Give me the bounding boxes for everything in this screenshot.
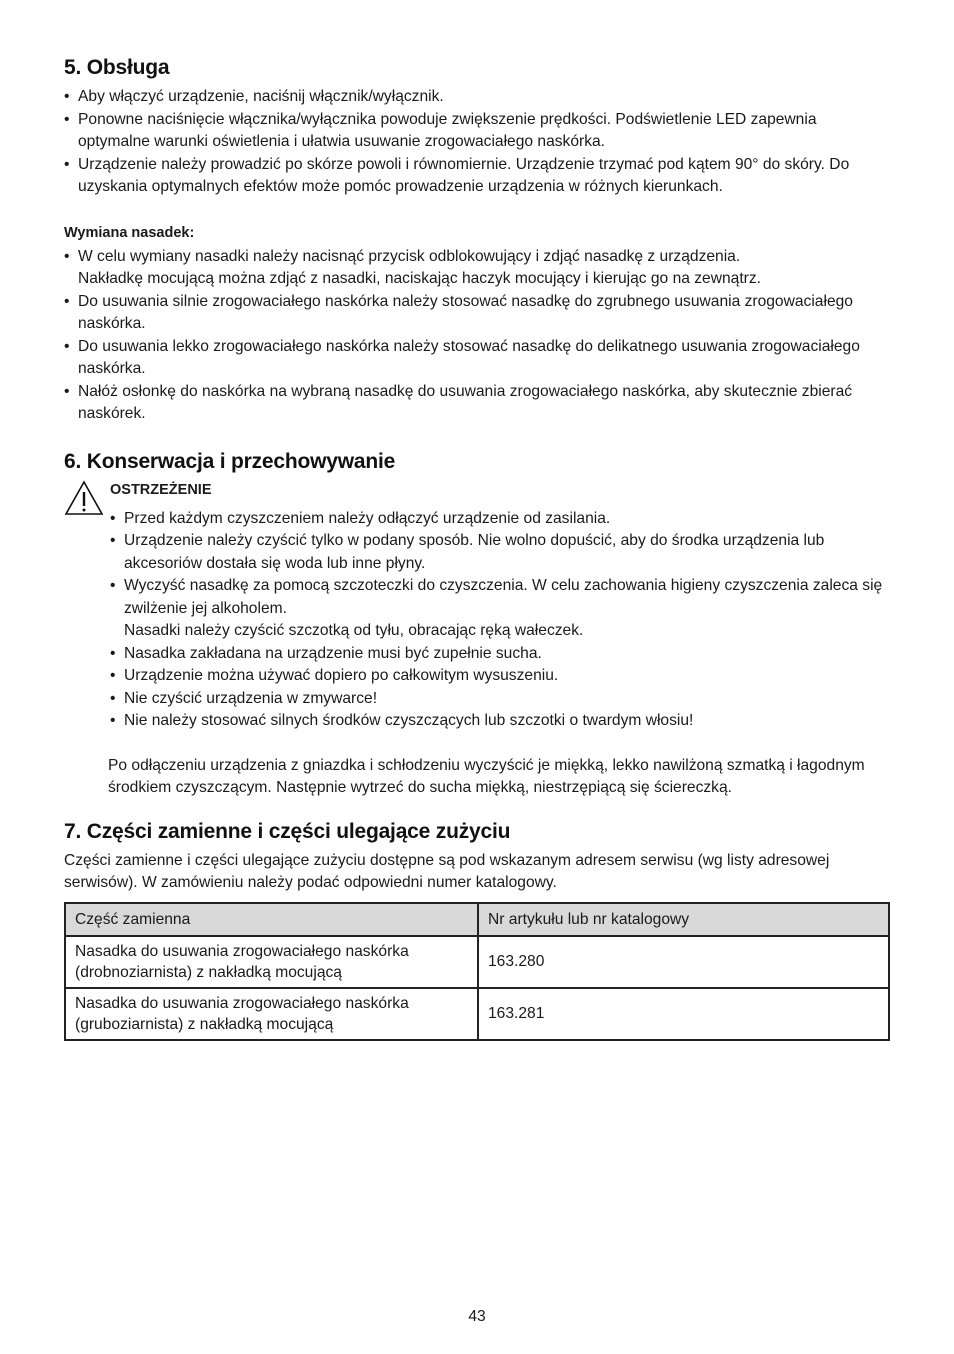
list-item: • Nie należy stosować silnych środków czyszczących lub szczotki o twardym włosiu!	[110, 710, 892, 733]
list-item: • Wyczyść nasadkę za pomocą szczoteczki do czyszczenia. W celu zachowania higieny czyszczenia zaleca się zwilżenie jej alkoholem. Nasadki należy czyścić szczotką od tyłu, obracając ręką wałeczek.	[110, 575, 892, 643]
list-item: • Urządzenie należy czyścić tylko w podany sposób. Nie wolno dopuścić, aby do środka urządzenia lub akcesoriów dostała się woda lub inne płyny.	[110, 530, 892, 575]
list-item: • Nasadka zakładana na urządzenie musi być zupełnie sucha.	[110, 643, 892, 666]
article-number-cell: 163.280	[478, 936, 889, 988]
spare-parts-table	[64, 902, 890, 1041]
warning-label: OSTRZEŻENIE	[110, 481, 212, 498]
column-header-article-number: Nr artykułu lub nr katalogowy	[478, 903, 889, 936]
list-item: • Do usuwania lekko zrogowaciałego naskórka należy stosować nasadkę do delikatnego usuwania zrogowaciałego naskórka.	[64, 336, 892, 381]
section-5-title: 5. Obsługa	[64, 56, 170, 79]
warning-list	[110, 508, 892, 733]
section-spare-parts	[64, 820, 892, 1041]
section-6-title: 6. Konserwacja i przechowywanie	[64, 449, 396, 473]
warning-triangle-icon	[64, 480, 104, 516]
section-operation	[64, 56, 892, 426]
table-header-row	[65, 903, 889, 936]
list-item: • Nałóż osłonkę do naskórka na wybraną nasadkę do usuwania zrogowaciałego naskórka, aby skutecznie zbierać naskórek.	[64, 381, 892, 426]
section-7-title: 7. Części zamienne i części ulegające zużyciu	[64, 819, 511, 843]
list-item: • Nie czyścić urządzenia w zmywarce!	[110, 688, 892, 711]
attachment-change-list	[64, 246, 892, 426]
table-row	[65, 988, 889, 1040]
part-name-cell: Nasadka do usuwania zrogowaciałego naskórka (drobnoziarnista) z nakładką mocującą	[65, 936, 478, 988]
warning-block	[64, 480, 892, 733]
part-name-cell: Nasadka do usuwania zrogowaciałego naskórka (gruboziarnista) z nakładką mocującą	[65, 988, 478, 1040]
article-number-cell: 163.281	[478, 988, 889, 1040]
list-item: • W celu wymiany nasadki należy nacisnąć przycisk odblokowujący i zdjąć nasadkę z urządzenia. Nakładkę mocującą można zdjąć z nasadki, naciskając haczyk mocujący i kierując go na zewnątrz.	[64, 246, 892, 291]
operation-list	[64, 86, 892, 199]
list-item: • Ponowne naciśnięcie włącznika/wyłącznika powoduje zwiększenie prędkości. Podświetlenie LED zapewnia optymalne warunki oświetlenia i ułatwia usuwanie zrogowaciałego naskórka.	[64, 109, 892, 154]
list-item: • Do usuwania silnie zrogowaciałego naskórka należy stosować nasadkę do zgrubnego usuwania zrogowaciałego naskórka.	[64, 291, 892, 336]
list-item: • Przed każdym czyszczeniem należy odłączyć urządzenie od zasilania.	[110, 508, 892, 531]
cleaning-paragraph: Po odłączeniu urządzenia z gniazdka i schłodzeniu wyczyścić je miękką, lekko nawilżoną szmatką i łagodnym środkiem czyszczącym. Następnie wytrzeć do sucha miękką, niestrzępiącą się ściereczką.	[108, 756, 865, 796]
page-number: 43	[468, 1308, 486, 1325]
list-item: • Aby włączyć urządzenie, naciśnij włącznik/wyłącznik.	[64, 86, 892, 109]
spare-parts-intro: Części zamienne i części ulegające zużyciu dostępne są pod wskazanym adresem serwisu (wg listy adresowej serwisów). W zamówieniu należy podać odpowiedni numer katalogowy.	[64, 851, 830, 891]
column-header-part: Część zamienna	[65, 903, 478, 936]
subheading-attachment-change: Wymiana nasadek:	[64, 224, 195, 241]
section-maintenance	[64, 450, 892, 800]
document-page	[64, 56, 892, 1041]
table-row	[65, 936, 889, 988]
list-item: • Urządzenie można używać dopiero po całkowitym wysuszeniu.	[110, 665, 892, 688]
list-item: • Urządzenie należy prowadzić po skórze powoli i równomiernie. Urządzenie trzymać pod kątem 90° do skóry. Do uzyskania optymalnych efektów może pomóc prowadzenie urządzenia w różnych kierunkach.	[64, 154, 892, 199]
